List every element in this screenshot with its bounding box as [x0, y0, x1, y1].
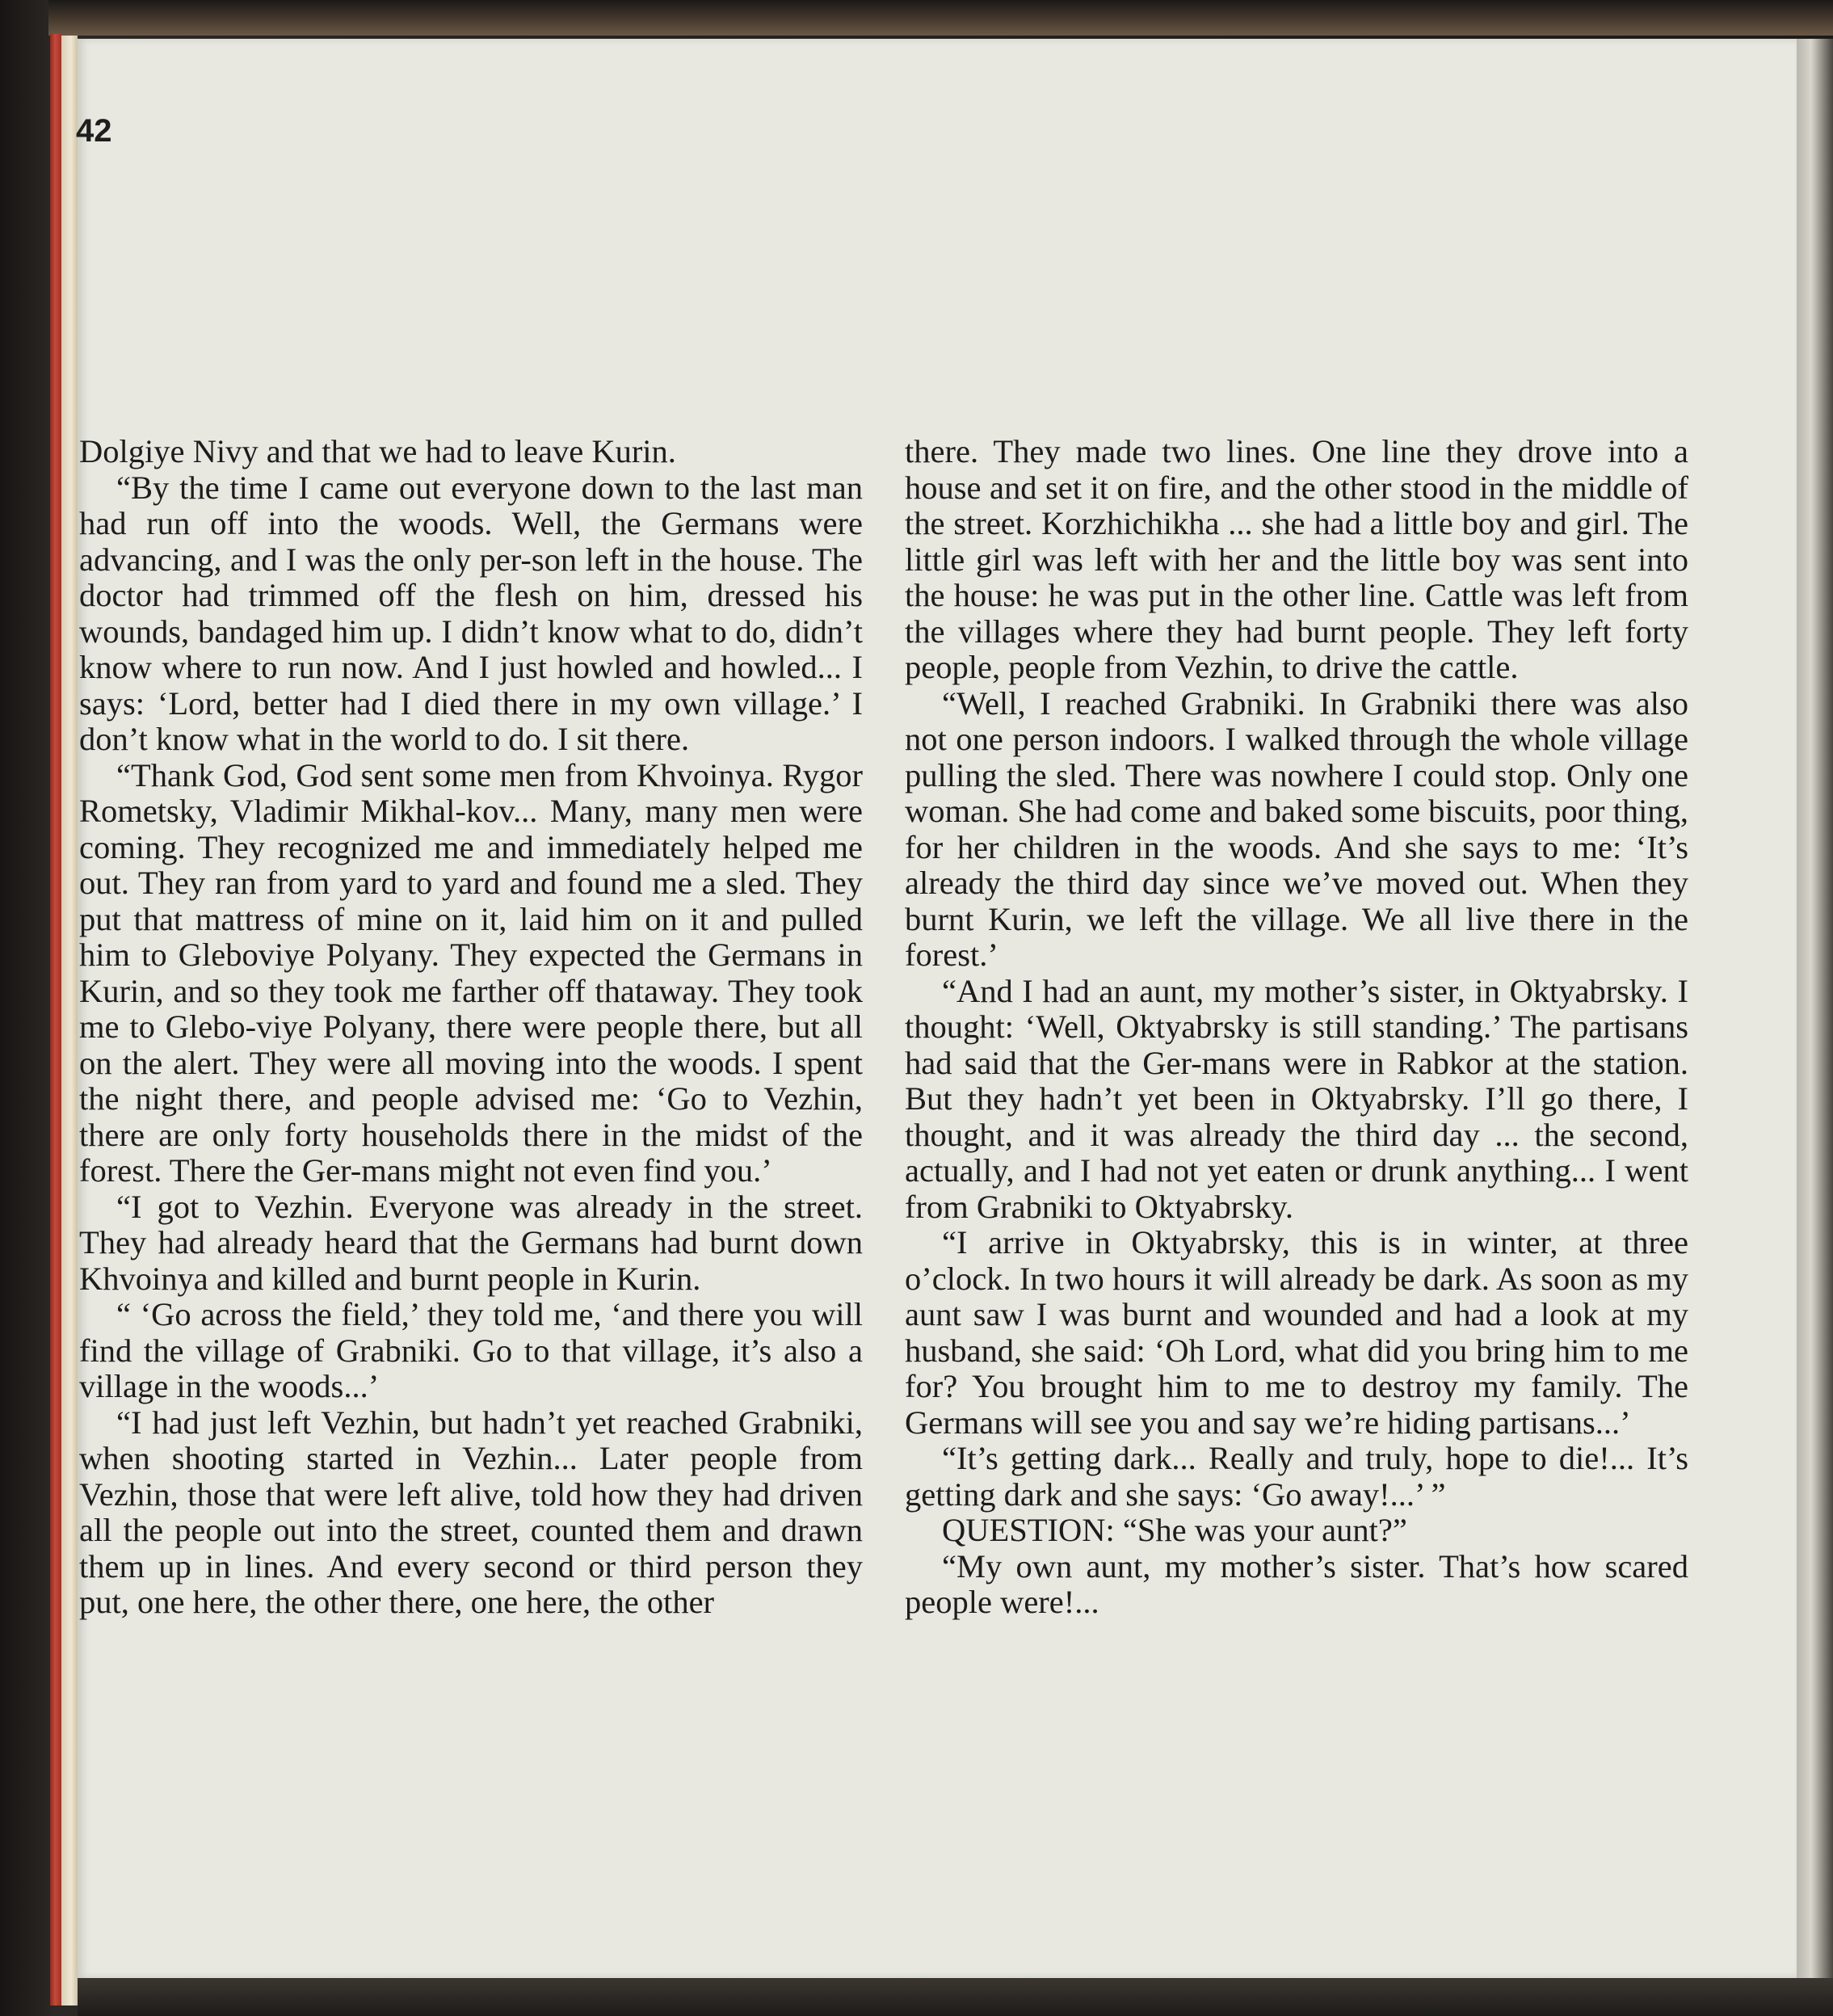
- page-right-edge: [1797, 39, 1833, 2010]
- book-top-edge: [48, 0, 1833, 36]
- page-number: 42: [76, 113, 112, 149]
- left-column: [79, 434, 863, 1621]
- paragraph: “By the time I came out everyone down to the last man had run off into the woods. Well, the Germans were advancing, and I was the only per-son left in the house. The doctor had trimmed off the flesh on him, dressed his wounds, bandaged him up. I didn’t know what to do, didn’t know where to run now. And I just howled and howled... I says: ‘Lord, better had I died there in my own village.’ I don’t know what in the world to do. I sit there.: [79, 469, 863, 757]
- paragraph: “I had just left Vezhin, but hadn’t yet reached Grabniki, when shooting started in Vezhin... Later people from Vezhin, those that were left alive, told how they had driven all the people out into the street, counted them and drawn them up in lines. And every second or third person they put, one here, the other there, one here, the other: [79, 1404, 863, 1620]
- page-edge-red: [50, 34, 61, 2005]
- question-line: QUESTION: “She was your aunt?”: [942, 1512, 1407, 1548]
- paragraph: “I arrive in Oktyabrsky, this is in winter, at three o’clock. In two hours it will already be dark. As soon as my aunt saw I was burnt and wounded and had a look at my husband, she said: ‘Oh Lord, what did you bring him to me for? You brought him to me to destroy my family. The Germans will see you and say we’re hiding partisans...’: [905, 1224, 1688, 1441]
- paragraph: “Thank God, God sent some men from Khvoinya. Rygor Rometsky, Vladimir Mikhal-kov... Many, many men were coming. They recognized me and immediately helped me out. They ran from yard to yard and found me a sled. They put that mattress of mine on it, laid him on it and pulled him to Gleboviye Polyany. They expected the Germans in Kurin, and so they took me farther off thataway. They took me to Glebo-viye Polyany, there were people there, but all on the alert. They were all moving into the woods. I spent the night there, and people advised me: ‘Go to Vezhin, there are only forty households there in the midst of the forest. There the Ger-mans might not even find you.’: [79, 756, 863, 1189]
- paragraph: “And I had an aunt, my mother’s sister, in Oktyabrsky. I thought: ‘Well, Oktyabrsky is still standing.’ The partisans had said that the Ger-mans were in Rabkor at the station. But they hadn’t yet been in Oktyabrsky. I’ll go there, I thought, and it was already the third day ... the second, actually, and I had not yet eaten or drunk anything... I went from Grabniki to Oktyabrsky.: [905, 972, 1688, 1225]
- paragraph: “It’s getting dark... Really and truly, hope to die!... It’s getting dark and she says: ‘Go away!...’ ”: [905, 1440, 1688, 1513]
- paragraph: Dolgiye Nivy and that we had to leave Kurin.: [79, 433, 676, 469]
- paragraph: “Well, I reached Grabniki. In Grabniki there was also not one person indoors. I walked through the whole village pulling the sled. There was nowhere I could stop. Only one woman. She had come and baked some biscuits, poor thing, for her children in the woods. And she says to me: ‘It’s already the third day since we’ve moved out. When they burnt Kurin, we left the village. We all live there in the forest.’: [905, 684, 1688, 973]
- right-column: [905, 434, 1688, 1621]
- paragraph: “My own aunt, my mother’s sister. That’s how scared people were!...: [905, 1547, 1688, 1620]
- paragraph: “I got to Vezhin. Everyone was already in the street. They had already heard that the Germans had burnt down Khvoinya and killed and burnt people in Kurin.: [79, 1188, 863, 1297]
- book-bottom-edge: [78, 1978, 1833, 2016]
- paragraph: there. They made two lines. One line they drove into a house and set it on fire, and the other stood in the middle of the street. Korzhichikha ... she had a little boy and girl. The little girl was left with her and the little boy was sent into the house: he was put in the other line. Cattle was left from the villages where they had burnt people. They left forty people, people from Vezhin, to drive the cattle.: [905, 433, 1688, 685]
- page-edge-cream: [61, 36, 78, 2005]
- paragraph: “ ‘Go across the field,’ they told me, ‘and there you will find the village of Grabniki. Go to that village, it’s also a village in the woods...’: [79, 1296, 863, 1404]
